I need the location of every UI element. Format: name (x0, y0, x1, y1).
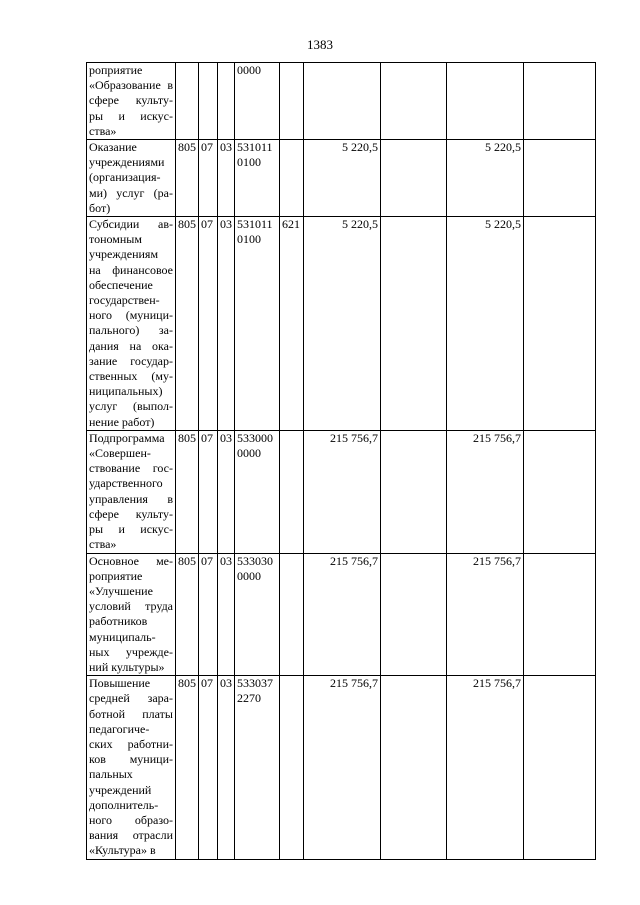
cell-pr (218, 63, 235, 140)
csr-line: 531011 (237, 217, 273, 232)
name-line: вания отрасли (89, 828, 173, 843)
name-line: ры и искус- (89, 522, 173, 537)
name-line: управления в (89, 491, 173, 506)
name-line: ства» (89, 537, 117, 552)
name-line: «Культура» в (89, 843, 156, 858)
name-line: тономным (89, 232, 142, 247)
name-line: ного образо- (89, 812, 173, 827)
csr-line: 0000 (237, 446, 261, 461)
name-line: Повышение (89, 676, 151, 691)
name-line: зание государ- (89, 353, 173, 368)
name-line: ний культуры» (89, 659, 165, 674)
cell-sum2 (381, 63, 447, 140)
name-line: роприятие (89, 63, 143, 77)
cell-csr (235, 63, 280, 140)
cell-ved: 805 (176, 553, 199, 676)
cell-csr (235, 676, 280, 859)
name-line: условий труда (89, 599, 173, 614)
cell-sum3 (447, 63, 524, 140)
name-line: учреждениями (89, 155, 165, 170)
cell-csr (235, 430, 280, 553)
cell-sum1: 215 756,7 (304, 676, 381, 859)
cell-pr: 03 (218, 553, 235, 676)
name-line: ботной платы (89, 706, 173, 721)
name-line: ских работни- (89, 736, 173, 751)
name-line: «Совершен- (89, 446, 151, 461)
cell-sum4 (524, 553, 596, 676)
csr-line: 533030 (237, 553, 273, 568)
name-line: муниципаль- (89, 629, 156, 644)
name-line: «Образование в (89, 78, 173, 93)
table-row (87, 676, 596, 859)
csr-line: 0100 (237, 232, 261, 247)
cell-sum1 (304, 63, 381, 140)
name-line: работников (89, 614, 148, 629)
cell-sum4 (524, 63, 596, 140)
cell-name (87, 430, 176, 553)
name-line: Оказание (89, 140, 137, 155)
name-line: Подпрограмма (89, 430, 165, 445)
name-line: дания на ока- (89, 338, 173, 353)
cell-vr (280, 676, 304, 859)
cell-sum1: 5 220,5 (304, 217, 381, 431)
cell-sum2 (381, 140, 447, 217)
cell-sum4 (524, 217, 596, 431)
cell-sum2 (381, 676, 447, 859)
cell-ved (176, 63, 199, 140)
table-row (87, 553, 596, 676)
name-line: услуг (выпол- (89, 399, 173, 414)
name-line: бот) (89, 200, 111, 215)
table-row (87, 140, 596, 217)
cell-rz (199, 63, 218, 140)
cell-vr (280, 430, 304, 553)
cell-csr (235, 140, 280, 217)
cell-name (87, 553, 176, 676)
name-line: (организация- (89, 170, 161, 185)
cell-sum1: 5 220,5 (304, 140, 381, 217)
name-line: ных учрежде- (89, 644, 173, 659)
cell-vr (280, 553, 304, 676)
name-line: ного (муници- (89, 308, 173, 323)
name-line: педагогиче- (89, 721, 150, 736)
name-line: ства» (89, 123, 117, 138)
name-line: ударственного (89, 476, 163, 491)
cell-sum4 (524, 676, 596, 859)
cell-sum2 (381, 430, 447, 553)
table-row (87, 217, 596, 431)
cell-ved: 805 (176, 140, 199, 217)
cell-ved: 805 (176, 676, 199, 859)
cell-ved: 805 (176, 217, 199, 431)
name-line: учреждений (89, 782, 152, 797)
name-line: пальных (89, 767, 133, 782)
name-line: ков муници- (89, 752, 173, 767)
cell-sum3: 215 756,7 (447, 676, 524, 859)
name-line: учреждениям (89, 247, 159, 262)
cell-sum3: 215 756,7 (447, 430, 524, 553)
cell-csr (235, 217, 280, 431)
cell-name (87, 217, 176, 431)
cell-pr: 03 (218, 676, 235, 859)
budget-table (86, 62, 596, 860)
name-line: средней зара- (89, 691, 173, 706)
name-line: дополнитель- (89, 797, 159, 812)
csr-line: 533000 (237, 430, 273, 445)
cell-sum2 (381, 217, 447, 431)
cell-csr (235, 553, 280, 676)
csr-line: 531011 (237, 140, 273, 155)
cell-name (87, 63, 176, 140)
cell-sum4 (524, 430, 596, 553)
name-line: нение работ) (89, 414, 155, 429)
cell-rz: 07 (199, 430, 218, 553)
cell-vr (280, 140, 304, 217)
csr-line: 533037 (237, 676, 273, 691)
cell-ved: 805 (176, 430, 199, 553)
name-line: государствен- (89, 293, 160, 308)
cell-sum4 (524, 140, 596, 217)
cell-rz: 07 (199, 140, 218, 217)
csr-line: 0000 (237, 568, 261, 583)
name-line: ми) услуг (ра- (89, 185, 173, 200)
name-line: «Улучшение (89, 583, 153, 598)
cell-sum3: 5 220,5 (447, 140, 524, 217)
cell-pr: 03 (218, 430, 235, 553)
table-row (87, 430, 596, 553)
cell-rz: 07 (199, 553, 218, 676)
cell-rz: 07 (199, 676, 218, 859)
name-line: сфере культу- (89, 506, 173, 521)
name-line: сфере культу- (89, 93, 173, 108)
cell-sum3: 5 220,5 (447, 217, 524, 431)
csr-line: 0000 (237, 63, 261, 77)
cell-sum1: 215 756,7 (304, 430, 381, 553)
name-line: Основное ме- (89, 553, 173, 568)
cell-vr: 621 (280, 217, 304, 431)
cell-sum1: 215 756,7 (304, 553, 381, 676)
cell-sum3: 215 756,7 (447, 553, 524, 676)
name-line: обеспечение (89, 277, 153, 292)
table-row (87, 63, 596, 140)
name-line: ры и искус- (89, 108, 173, 123)
name-line: Субсидии ав- (89, 217, 173, 232)
cell-sum2 (381, 553, 447, 676)
page-number: 1383 (307, 37, 333, 52)
csr-line: 0100 (237, 155, 261, 170)
name-line: ниципальных) (89, 384, 163, 399)
cell-vr (280, 63, 304, 140)
cell-name (87, 140, 176, 217)
cell-pr: 03 (218, 217, 235, 431)
cell-pr: 03 (218, 140, 235, 217)
name-line: ственных (му- (89, 369, 173, 384)
cell-name (87, 676, 176, 859)
csr-line: 2270 (237, 691, 261, 706)
cell-rz: 07 (199, 217, 218, 431)
name-line: ствование гос- (89, 461, 173, 476)
name-line: на финансовое (89, 262, 173, 277)
name-line: пального) за- (89, 323, 173, 338)
name-line: роприятие (89, 568, 143, 583)
